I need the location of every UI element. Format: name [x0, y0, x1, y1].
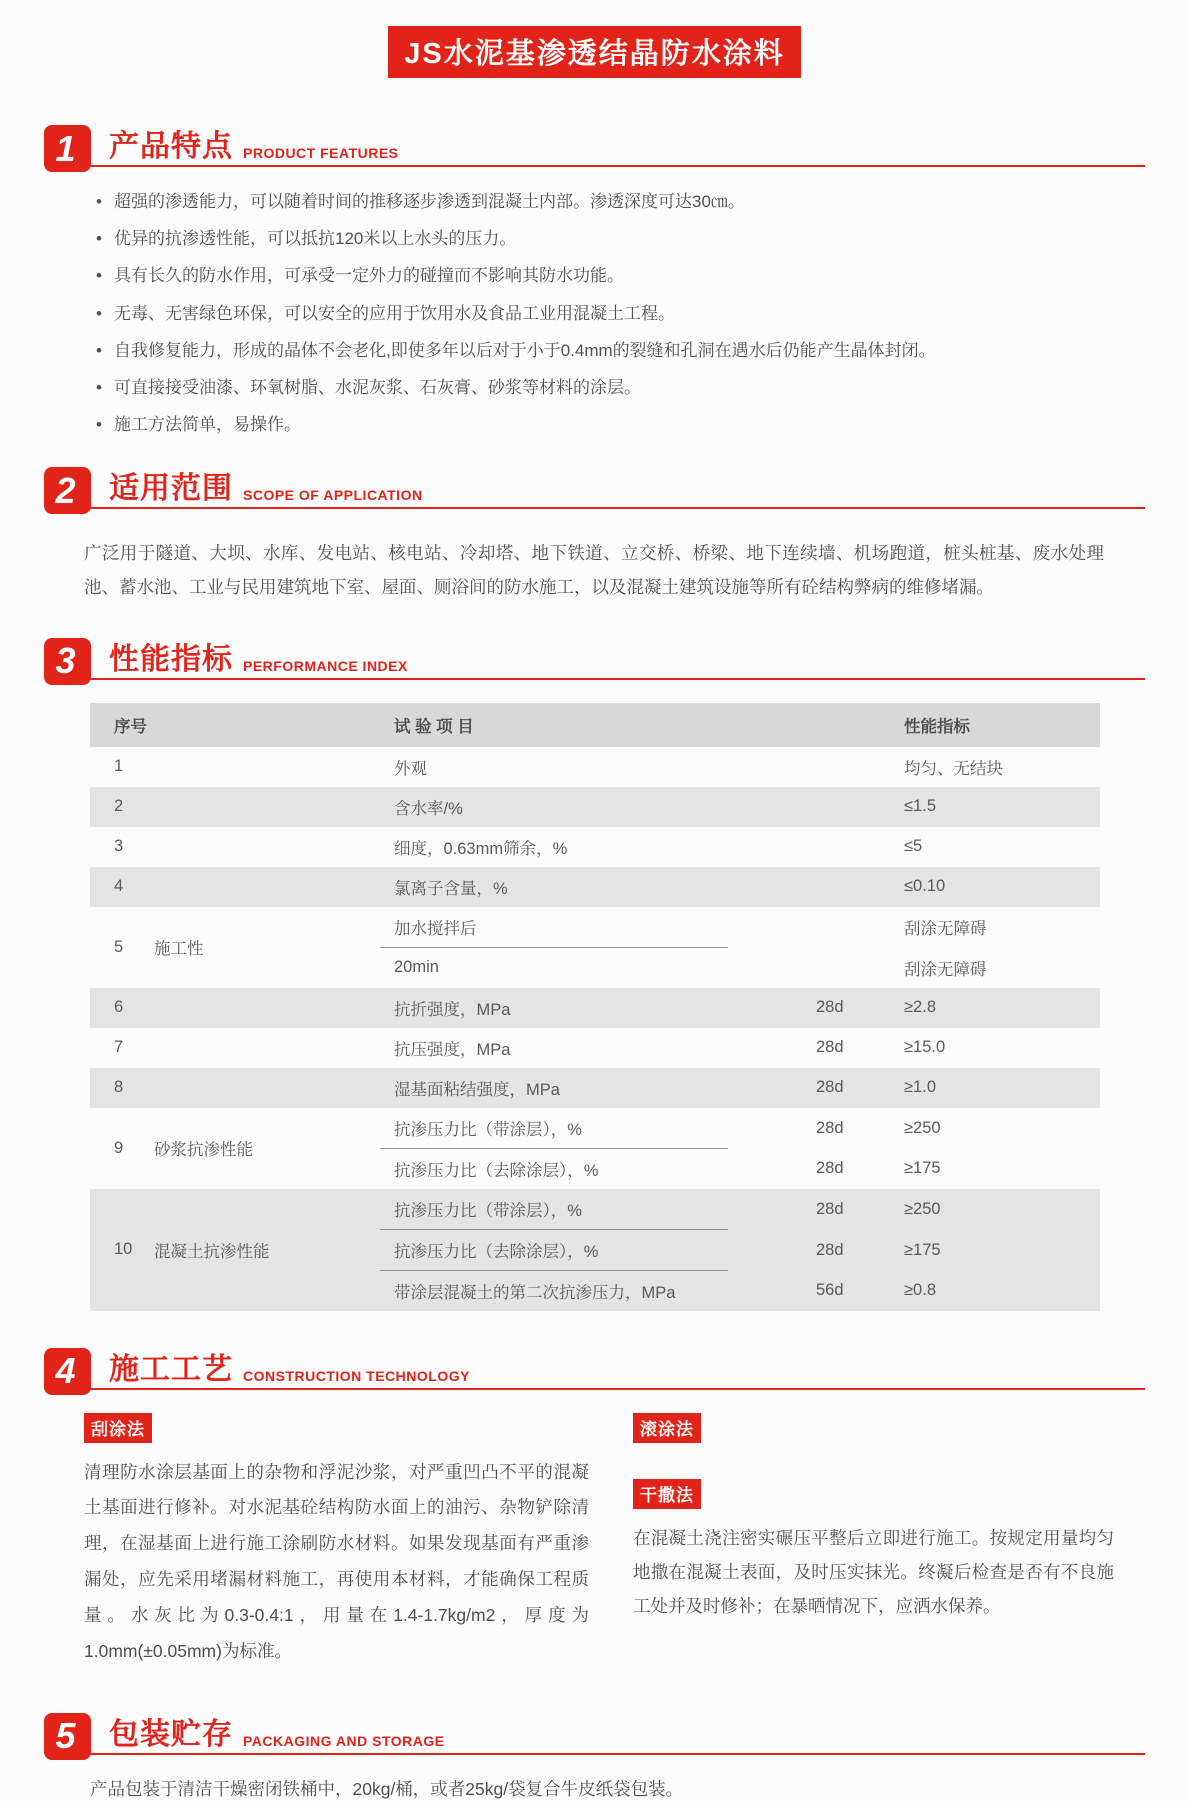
test-item-cell: 外观 [394, 759, 427, 778]
list-item: • 自我修复能力，形成的晶体不会老化,即使多年以后对于小于0.4mm的裂缝和孔洞在遇水后仍能产生晶体封闭。 [96, 337, 1145, 364]
header-no: 序号 [114, 717, 147, 736]
table-row [90, 1068, 1100, 1108]
age-cell [816, 879, 904, 895]
section-subtitle: SCOPE OF APPLICATION [243, 487, 423, 504]
section-subtitle: PACKAGING AND STORAGE [243, 1732, 445, 1749]
index-cell: ≥0.8 [904, 1281, 936, 1300]
age-cell [816, 919, 904, 935]
index-cell: ≤0.10 [904, 877, 946, 896]
table-header-row [90, 703, 1100, 747]
test-item-cell: 抗渗压力比（带涂层），% [380, 1189, 728, 1230]
category-cell: 施工性 [154, 940, 204, 959]
test-item-cell: 湿基面粘结强度，MPa [394, 1080, 560, 1099]
section-underline [46, 1753, 1145, 1755]
section-subtitle: PERFORMANCE INDEX [243, 657, 408, 674]
index-cell: 刮涂无障碍 [904, 960, 987, 979]
scrape-method-badge: 刮涂法 [84, 1413, 152, 1443]
age-cell: 28d [816, 1038, 844, 1057]
row-number-cell: 8 [114, 1078, 124, 1097]
test-item-cell: 抗渗压力比（去除涂层），% [380, 1230, 728, 1271]
list-item: • 超强的渗透能力，可以随着时间的推移逐步渗透到混凝土内部。渗透深度可达30㎝。 [96, 188, 1145, 215]
index-cell: ≥15.0 [904, 1038, 946, 1057]
age-cell: 28d [816, 1199, 844, 1218]
roll-method-badge: 滚涂法 [633, 1413, 701, 1443]
index-cell: ≥250 [904, 1118, 941, 1137]
row-number-cell: 2 [114, 797, 124, 816]
section-header-packaging [44, 1708, 1145, 1760]
section-header-features [44, 120, 1145, 172]
section-number-badge: 2 [44, 467, 91, 514]
section-underline [46, 507, 1145, 509]
test-item-cell: 氯离子含量，% [394, 879, 508, 898]
scope-paragraph: 广泛用于隧道、大坝、水库、发电站、核电站、冷却塔、地下铁道、立交桥、桥梁、地下连续墙、机场跑道，桩头桩基、废水处理池、蓄水池、工业与民用建筑地下室、屋面、厕浴间的防水施工，以及混凝土建筑设施等所有砼结构弊病的维修堵漏。 [84, 543, 1104, 598]
age-cell: 56d [816, 1281, 844, 1300]
list-item: • 施工方法简单，易操作。 [96, 411, 1145, 438]
packaging-paragraph: 产品包装于清洁干燥密闭铁桶中，20kg/桶，或者25kg/袋复合牛皮纸袋包装。 [90, 1778, 684, 1799]
section-number-badge: 3 [44, 638, 91, 685]
table-row [90, 827, 1100, 867]
test-item-cell: 抗渗压力比（去除涂层），% [394, 1161, 599, 1180]
list-item: • 具有长久的防水作用，可承受一定外力的碰撞而不影响其防水功能。 [96, 262, 1145, 289]
index-cell: ≥250 [904, 1199, 941, 1218]
index-cell: ≥175 [904, 1159, 941, 1178]
test-item-cell: 20min [394, 958, 439, 977]
index-cell: ≥2.8 [904, 998, 936, 1017]
page-title: JS水泥基渗透结晶防水涂料 [388, 26, 800, 78]
scrape-method-text: 清理防水涂层基面上的杂物和浮泥沙浆，对严重凹凸不平的混凝土基面进行修补。对水泥基砼结构防水面上的油污、杂物铲除清理，在湿基面上进行施工涂刷防水材料。如果发现基面有严重渗漏处，应先采用堵漏材料施工，再使用本材料，才能确保工程质量。水灰比为0.3-0.4:1，用量在1.4-1.7kg/m2，厚度为1.0mm(±0.05mm)为标准。 [84, 1461, 589, 1661]
list-item: • 可直接接受油漆、环氧树脂、水泥灰浆、石灰膏、砂浆等材料的涂层。 [96, 374, 1145, 401]
section-header-scope [44, 462, 1145, 514]
age-cell: 28d [816, 1240, 844, 1259]
section-number-badge: 4 [44, 1348, 91, 1395]
row-number-cell: 9 [114, 1138, 124, 1157]
test-item-cell: 抗压强度，MPa [394, 1040, 511, 1059]
age-cell: 28d [816, 1159, 844, 1178]
test-item-cell: 加水搅拌后 [380, 907, 728, 948]
table-row [90, 787, 1100, 827]
row-number-cell: 3 [114, 837, 124, 856]
category-cell: 混凝土抗渗性能 [154, 1242, 270, 1261]
page-header [44, 0, 1145, 78]
section-subtitle: PRODUCT FEATURES [243, 145, 399, 161]
roll-dry-method-column [633, 1413, 1114, 1670]
test-item-cell: 细度，0.63mm筛余，% [394, 839, 568, 858]
row-number-cell: 10 [114, 1240, 133, 1259]
category-cell: 砂浆抗渗性能 [154, 1141, 253, 1160]
index-cell: 刮涂无障碍 [904, 920, 987, 939]
index-cell: ≤5 [904, 837, 923, 856]
age-cell [816, 839, 904, 855]
dry-method-badge: 干撒法 [633, 1479, 701, 1509]
test-item-cell: 抗渗压力比（带涂层），% [380, 1108, 728, 1149]
header-age [816, 715, 904, 735]
row-number-cell: 7 [114, 1038, 124, 1057]
row-number-cell: 6 [114, 998, 124, 1017]
table-row [90, 1189, 1100, 1311]
index-cell: ≥1.0 [904, 1078, 936, 1097]
list-item: • 无毒、无害绿色环保，可以安全的应用于饮用水及食品工业用混凝土工程。 [96, 300, 1145, 327]
index-cell: 均匀、无结块 [904, 759, 1003, 778]
test-item-cell: 带涂层混凝土的第二次抗渗压力，MPa [394, 1283, 676, 1302]
list-item: • 优异的抗渗透性能，可以抵抗120米以上水头的压力。 [96, 225, 1145, 252]
section-title: 产品特点 [109, 130, 233, 163]
index-cell: ≥175 [904, 1240, 941, 1259]
section-number-badge: 1 [44, 125, 91, 172]
table-row [90, 988, 1100, 1028]
construction-methods [84, 1413, 1114, 1670]
age-cell [816, 799, 904, 815]
performance-table [90, 703, 1100, 1311]
section-header-construction [44, 1343, 1145, 1395]
section-header-performance [44, 633, 1145, 685]
row-number-cell: 4 [114, 877, 124, 896]
feature-list [96, 188, 1145, 438]
section-underline [46, 165, 1145, 167]
section-subtitle: CONSTRUCTION TECHNOLOGY [243, 1367, 470, 1384]
header-index: 性能指标 [904, 717, 970, 736]
section-title: 施工工艺 [109, 1352, 233, 1386]
index-cell: ≤1.5 [904, 797, 936, 816]
row-number-cell: 5 [114, 937, 124, 956]
age-cell [816, 960, 904, 976]
section-number-badge: 5 [44, 1713, 91, 1760]
age-cell: 28d [816, 1118, 844, 1137]
age-cell [816, 759, 904, 775]
section-title: 包装贮存 [109, 1717, 233, 1751]
section-title: 适用范围 [109, 472, 233, 506]
table-row [90, 867, 1100, 907]
section-underline [46, 1388, 1145, 1390]
test-item-cell: 抗折强度，MPa [394, 1000, 511, 1019]
age-cell: 28d [816, 998, 844, 1017]
section-underline [46, 678, 1145, 680]
table-row [90, 907, 1100, 988]
test-item-cell: 含水率/% [394, 799, 463, 818]
dry-method-text: 在混凝土浇注密实碾压平整后立即进行施工。按规定用量均匀地撒在混凝土表面，及时压实抹光。终凝后检查是否有不良施工处并及时修补；在暴晒情况下，应洒水保养。 [633, 1527, 1114, 1616]
scrape-method-column [84, 1413, 589, 1670]
table-row [90, 1028, 1100, 1068]
section-title: 性能指标 [109, 642, 233, 676]
table-row [90, 747, 1100, 787]
row-number-cell: 1 [114, 757, 124, 776]
header-test-item: 试 验 项 目 [394, 717, 474, 736]
table-row [90, 1108, 1100, 1189]
age-cell: 28d [816, 1078, 844, 1097]
